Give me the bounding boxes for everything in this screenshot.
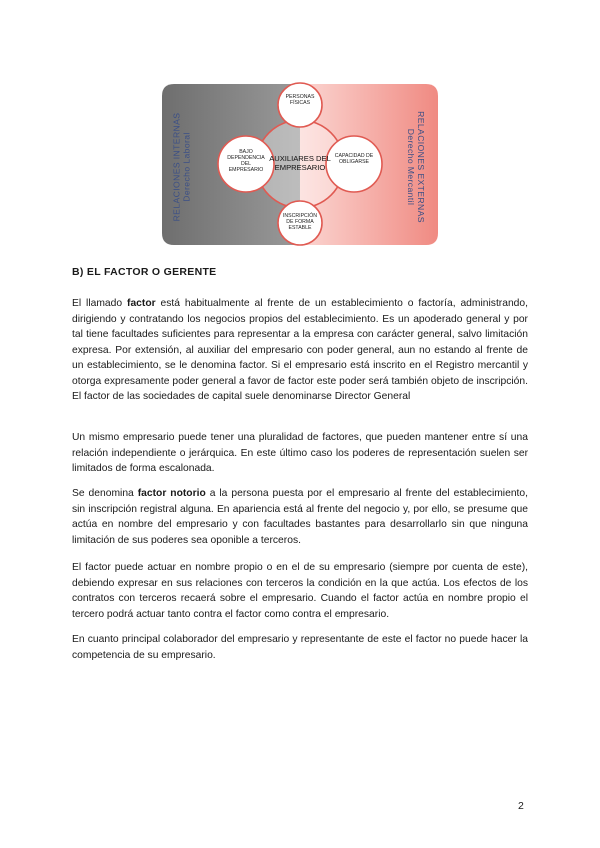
left-label-title: RELACIONES INTERNAS bbox=[171, 112, 181, 222]
left-circle-label: BAJO DEPENDENCIA DEL EMPRESARIO bbox=[227, 149, 265, 173]
left-relations-label bbox=[163, 97, 199, 237]
paragraph-pluralidad: Un mismo empresario puede tener una pluralidad de factores, que pueden mantener entre sí una relación independiente o jerárquica. En este último caso los poderes de representación suelen ser limitados de forma escalonada. bbox=[72, 432, 528, 474]
left-label-subtitle: Derecho Laboral bbox=[181, 132, 191, 202]
term-factor: factor bbox=[127, 298, 156, 309]
right-circle-label: CAPACIDAD DE OBLIGARSE bbox=[334, 153, 374, 165]
center-circle-label: AUXILIARES DEL EMPRESARIO bbox=[269, 154, 331, 172]
bottom-circle-label: INSCRIPCIÓN DE FORMA ESTABLE bbox=[282, 213, 317, 231]
auxiliares-diagram bbox=[160, 82, 440, 247]
section-heading: B) EL FACTOR O GERENTE bbox=[72, 266, 217, 278]
right-label-title: RELACIONES EXTERNAS bbox=[416, 111, 426, 223]
page-number: 2 bbox=[518, 800, 524, 812]
top-circle-label: PERSONAS FÍSICAS bbox=[285, 94, 315, 106]
paragraph-actuacion: El factor puede actuar en nombre propio o en el de su empresario (siempre por cuenta de este), debiendo expresar en sus relaciones con terceros la condición en la que actúa. Los efectos de los contratos con terceros recaerá sobre el empresario. Cuando el factor actúa en nombre propio el tercero podrá actuar tanto contra el factor como contra el empresario. bbox=[72, 562, 528, 620]
term-factor-notorio: factor notorio bbox=[137, 488, 206, 499]
paragraph-competencia: En cuanto principal colaborador del empresario y representante de este el factor no puede hacer la competencia de su empresario. bbox=[72, 634, 528, 661]
paragraph-factor-notorio: Se denomina factor notorio a la persona puesta por el empresario al frente del establecimiento, sin inscripción registral alguna. En apariencia está al frente del negocio y, por ello, se presume que actúa en nombre del empresario y con facultades bastantes para desarrollarlo sin que ninguna limitación de sus poderes sea oponible a terceros. bbox=[72, 488, 529, 546]
paragraph-factor: El llamado factor está habitualmente al frente de un establecimiento o factoría, administrando, dirigiendo y contratando los negocios propios del establecimiento. Es un apoderado general y por tal tiene facultades suficientes para representar a la empresa con carácter general, salvo limitación expresa. Por extensión, al auxiliar del empresario con poder general, aun no estando al frente de un establecimiento, se le denomina factor. Si el empresario está inscrito en el Registro mercantil y otorga expresamente poder general a favor de factor este poder será también objeto de inscripción. El factor de las sociedades de capital suele denominarse Director General bbox=[72, 298, 528, 402]
right-label-subtitle: Derecho Mercantil bbox=[406, 128, 416, 206]
right-relations-label bbox=[397, 97, 435, 237]
